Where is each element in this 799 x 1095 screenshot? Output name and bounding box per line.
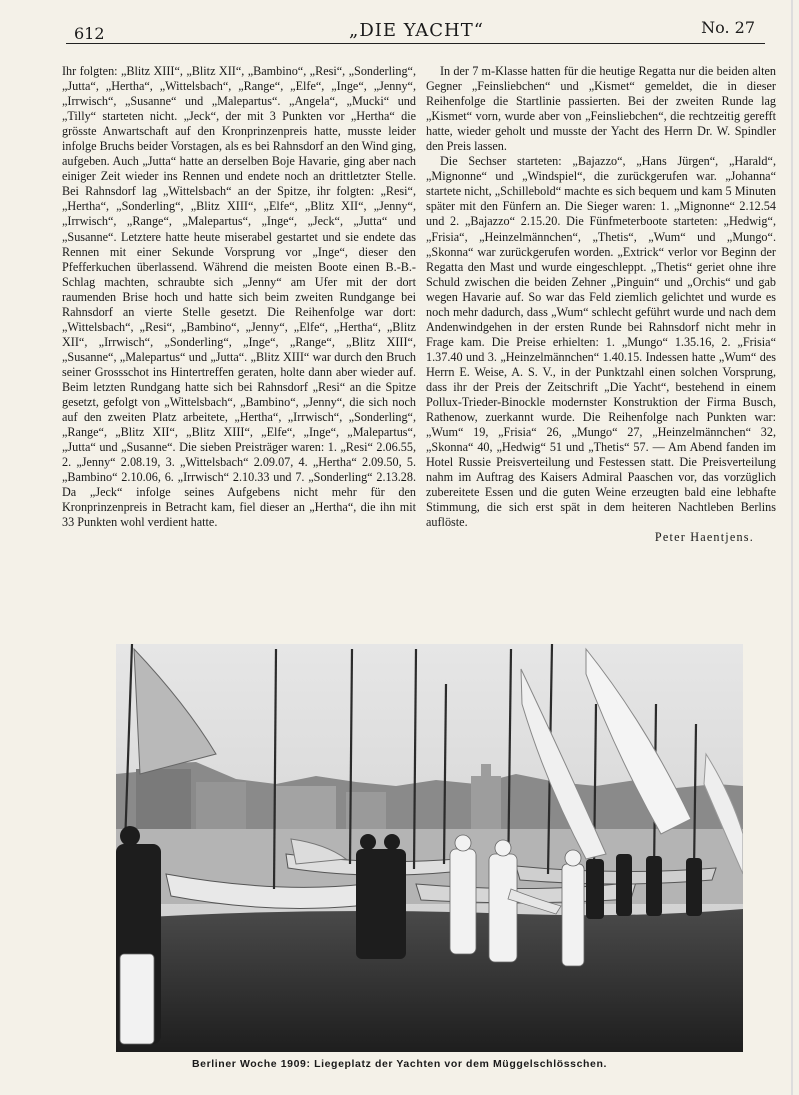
article-paragraph: Ihr folgten: „Blitz XIII“, „Blitz XII“, „Bambino“, „Resi“, „Sonderling“, „Jutta“, „Hertha“, „Wittelsbach“, „Range“, „Elfe“, „Inge“, „Jenny“, „Irrwisch“, „Susanne“ und „Malepartus“. „Angela“, „Mucki“ und „Tilly“ starteten nicht. „Jeck“, der mit 3 Punkten vor „Hertha“ die grösste Anwartschaft auf den Kronprinzenpreis hatte, musste leider infolge Bruchs beider Vorstagen, als es bei Rahnsdorf an den Wind ging, aufgeben. Auch „Jutta“ hatte an derselben Boje Havarie, ging aber nach einiger Zeit wieder ins Rennen und endete noch an drittletzter Stelle. Bei Rahnsdorf lag „Wittelsbach“ an der Spitze, ihr folgten: „Resi“, „Hertha“, „Sonderling“, „Blitz XIII“, „Elfe“, „Blitz XII“, „Jenny“, „Irrwisch“, „Range“, „Malepartus“, „Inge“, „Jeck“, „Jutta“ und „Susanne“. Letztere hatte heute miserabel gestartet und sie endete das Rennen mit einer Sekunde Vorsprung vor „Inge“, dieser den Pfefferkuchen überlassend. Während die meisten Boote einen B.-B.-Schlag machten, schraubte sich „Jenny“ am Ufer mit der dort raumenden Brise hoch und hatte sich beim zweiten Rundgange bei Rahnsdorf an vierte Stelle gesetzt. Die Reihenfolge war dort: „Wittelsbach“, „Resi“, „Bambino“, „Jenny“, „Elfe“, „Hertha“, „Blitz XII“, „Irrwisch“, „Sonderling“, „Inge“, „Range“, „Blitz XIII“, „Susanne“, „Malepartus“ und „Jutta“. „Blitz XIII“ war durch den Bruch seiner Grossschot ins Hintertreffen geraten, holte dann aber wieder auf. Beim letzten Rundgang hatte sich bei Rahnsdorf „Resi“ an die Spitze gesetzt, gefolgt von „Wittelsbach“, „Bambino“, „Jenny“, die sich noch auf den zweiten Platz arbeitete, „Hertha“, „Irrwisch“, „Sonderling“, „Range“, „Blitz XII“, „Blitz XIII“, „Elfe“, „Inge“, „Malepartus“, „Jutta“ und „Susanne“. Die sieben Preisträger waren: 1. „Resi“ 2.06.55, 2. „Jenny“ 2.08.19, 3. „Wittelsbach“ 2.09.07, 4. „Hertha“ 2.09.50, 5. „Bambino“ 2.10.06, 6. „Irrwisch“ 2.10.33 und 7. „Sonderling“ 2.13.28. Da „Jeck“ infolge seines Aufgebens nicht mehr für den Kronprinzenpreis in Betracht kam, fiel dieser an „Hertha“, die ihn mit 33 Punkten wohl verdient hatte. [62,64,416,530]
photo-caption: Berliner Woche 1909: Liegeplatz der Yachten vor dem Müggelschlösschen. [191,1058,608,1070]
left-column [62,64,416,530]
article-paragraph: In der 7 m-Klasse hatten für die heutige Regatta nur die beiden alten Gegner „Feinsliebchen“ und „Kismet“ gemeldet, die in dieser Reihenfolge die Startlinie passierten. Bei der zweiten Runde lag „Kismet“ vorn, wurde aber von „Feinsliebchen“, die rechtzeitig gerefft hatte, wieder geholt und musste der Yacht des Herrn Dr. W. Spindler den Preis lassen. [426,64,776,154]
page-number: 612 [74,24,105,43]
harbor-photograph [116,644,743,1052]
page-header [70,16,763,42]
author-signature: Peter Haentjens. [654,530,754,545]
issue-number: No. 27 [701,18,755,37]
article-paragraph: Die Sechser starteten: „Bajazzo“, „Hans Jürgen“, „Harald“, „Mignonne“ und „Windspiel“, die zurückgerufen war. „Johanna“ startete nicht, „Schillebold“ machte es sich bequem und kam 5 Minuten später mit den Fünfern an. Die Sieger waren: 1. „Mignonne“ 2.12.54 und 2. „Bajazzo“ 2.15.20. Die Fünfmeterboote starteten: „Hedwig“, „Frisia“, „Heinzelmännchen“, „Thetis“, „Wum“ und „Mungo“. „Skonna“ war zurückgerufen worden. „Extrick“ verlor vor Beginn der Regatta den Mast und wurde eingeschleppt. „Thetis“ geriet ohne ihre Schuld zwischen die beiden Zehner „Pinguin“ und „Orchis“ und gab wegen Havarie auf. So war das Feld ziemlich gelichtet und wurde es noch mehr dadurch, dass „Wum“ schlecht geführt wurde und nach dem Andenwindgehen in der ersten Runde bei Rahnsdorf nicht mehr in Frage kam. Die Preise erhielten: 1. „Mungo“ 1.35.16, 2. „Frisia“ 1.37.40 und 3. „Heinzelmännchen“ 1.40.15. Indessen hatte „Wum“ des Herrn E. Weise, A. S. V., in der Punktzahl einen solchen Vorsprung, dass ihr der Preis der Zeitschrift „Die Yacht“, bestehend in einem Pollux-Trieder-Binockle modernster Konstruktion der Firma Busch, Rathenow, zuerkannt wurde. Die Reihenfolge nach Punkten war: „Wum“ 19, „Frisia“ 26, „Mungo“ 27, „Heinzelmännchen“ 32, „Skonna“ 40, „Hedwig“ 51 und „Thetis“ 57. — Am Abend fanden im Hotel Russie Preisverteilung und Festessen statt. Die Preisverteilung nahm im Auftrag des Kaisers Admiral Paaschen vor, das vorzüglich zubereitete Essen und die guten Weine erzeugten bald eine lebhafte Stimmung, die sich erst spät in dem heiteren Nachtleben Berlins auflöste. [426,154,776,530]
right-column [426,64,776,546]
journal-title: „DIE YACHT“ [349,20,484,41]
header-rule [66,43,765,44]
page-edge [791,0,793,1095]
yacht-mooring-photo-illustration [116,644,743,1052]
